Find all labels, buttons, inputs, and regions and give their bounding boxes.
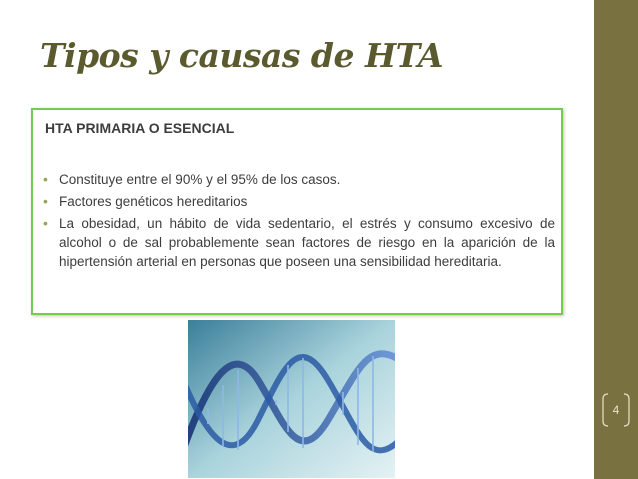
bullet-text: La obesidad, un hábito de vida sedentario, el estrés y consumo excesivo de alcohol o de sal probablemente sean factores de riesgo en la aparición de la hipertensión arterial en personas que poseen una sensibilidad hereditaria. [59, 216, 555, 269]
bullet-icon: • [43, 171, 48, 187]
dna-helix-icon [188, 320, 395, 478]
dna-helix-image [188, 320, 395, 478]
bullet-list [41, 170, 555, 274]
bullet-item [41, 170, 555, 189]
bullet-text: Factores genéticos hereditarios [59, 194, 248, 209]
box-heading: HTA PRIMARIA O ESENCIAL [45, 120, 235, 136]
bullet-item [41, 214, 555, 271]
bullet-text: Constituye entre el 90% y el 95% de los casos. [59, 172, 341, 187]
bullet-icon: • [43, 215, 48, 231]
slide-title: Tipos y causas de HTA [40, 36, 443, 75]
page-number-box [602, 393, 638, 427]
content-box [31, 108, 563, 315]
page-number: 4 [612, 403, 620, 417]
bullet-item [41, 192, 555, 211]
bullet-icon: • [43, 193, 48, 209]
